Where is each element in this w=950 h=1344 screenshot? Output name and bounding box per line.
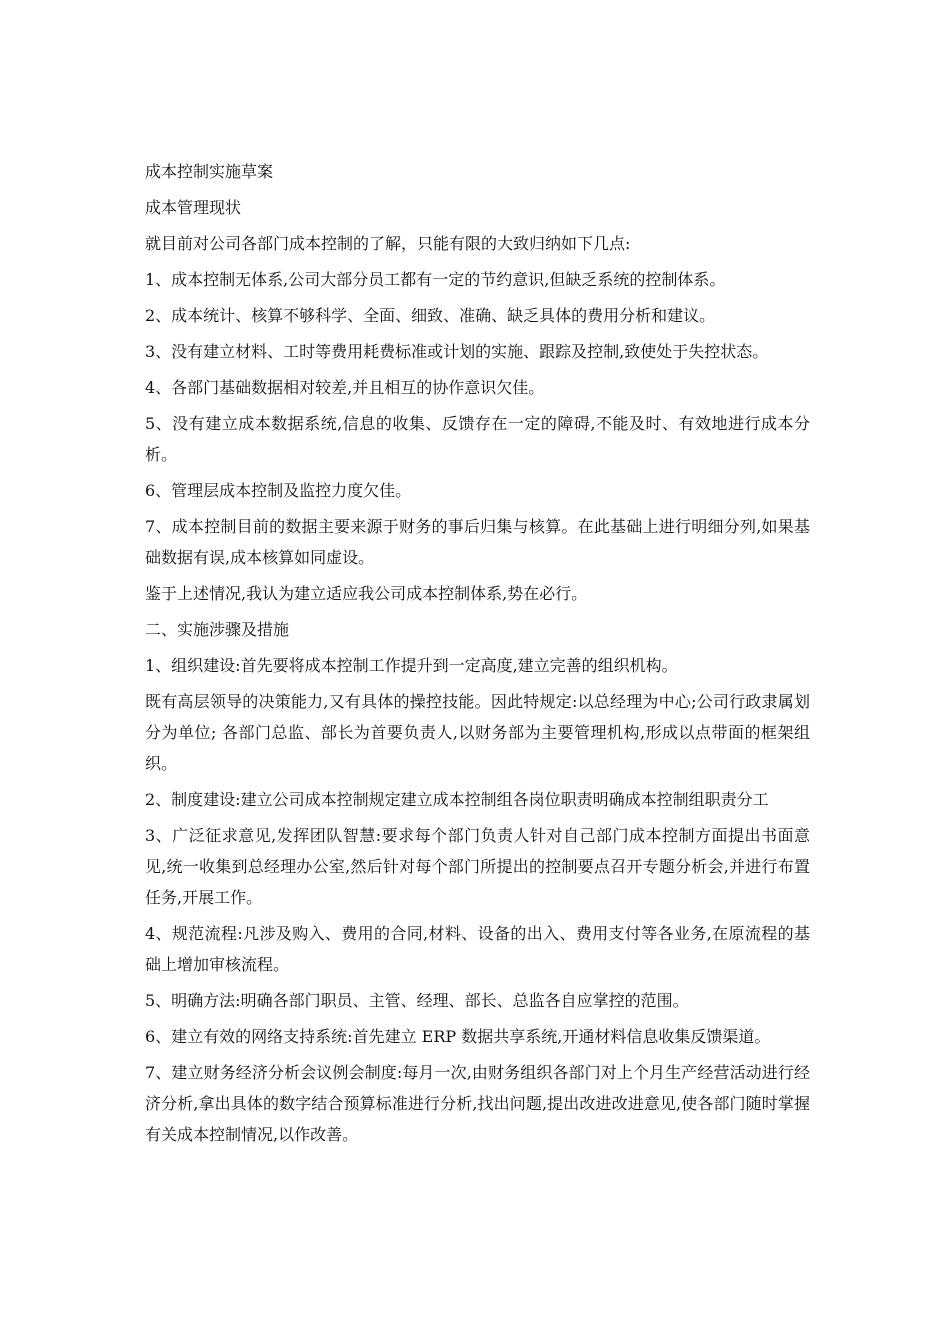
status-item-3: 3、没有建立材料、工时等费用耗费标准或计划的实施、跟踪及控制,致使处于失控状态。 xyxy=(145,342,769,361)
measure-item-1: 1、组织建设:首先要将成本控制工作提升到一定高度,建立完善的组织机构。 xyxy=(145,656,678,675)
measure-item-5: 5、明确方法:明确各部门职员、主管、经理、部长、总监各自应掌控的范围。 xyxy=(145,991,689,1010)
measure-item-1-detail: 既有高层领导的决策能力,又有具体的操控技能。因此特规定:以总经理为中心;公司行政隶属划分为单位; 各部门总监、部长为首要负责人,以财务部为主要管理机构,形成以点带面的框架组织。 xyxy=(145,692,810,773)
status-item-5: 5、没有建立成本数据系统,信息的收集、反馈存在一定的障碍,不能及时、有效地进行成本分析。 xyxy=(145,414,810,464)
status-item-6: 6、管理层成本控制及监控力度欠佳。 xyxy=(145,481,412,500)
conclusion-paragraph: 鉴于上述情况,我认为建立适应我公司成本控制体系,势在必行。 xyxy=(145,584,588,603)
document-title: 成本控制实施草案 xyxy=(145,162,274,181)
measure-item-6: 6、建立有效的网络支持系统:首先建立 ERP 数据共享系统,开通材料信息收集反馈渠道。 xyxy=(145,1027,771,1046)
measure-item-2: 2、制度建设:建立公司成本控制规定建立成本控制组各岗位职责明确成本控制组职责分工 xyxy=(145,790,769,809)
status-item-4: 4、各部门基础数据相对较差,并且相互的协作意识欠佳。 xyxy=(145,378,545,397)
measure-item-4: 4、规范流程:凡涉及购入、费用的合同,材料、设备的出入、费用支付等各业务,在原流程的基础上增加审核流程。 xyxy=(145,924,810,974)
status-item-1: 1、成本控制无体系,公司大部分员工都有一定的节约意识,但缺乏系统的控制体系。 xyxy=(145,270,726,289)
status-item-2: 2、成本统计、核算不够科学、全面、细致、准确、缺乏具体的费用分析和建议。 xyxy=(145,306,716,325)
section-heading-status: 成本管理现状 xyxy=(145,198,242,217)
measure-item-3: 3、广泛征求意见,发挥团队智慧:要求每个部门负责人针对自己部门成本控制方面提出书面意见,统一收集到总经理办公室,然后针对每个部门所提出的控制要点召开专题分析会,并进行布置任务,开展工作。 xyxy=(145,826,810,907)
measure-item-7: 7、建立财务经济分析会议例会制度:每月一次,由财务组织各部门对上个月生产经营活动进行经济分析,拿出具体的数字结合预算标准进行分析,找出问题,提出改进改进意见,使各部门随时掌握有关成本控制情况,以作改善。 xyxy=(145,1063,810,1144)
status-item-7: 7、成本控制目前的数据主要来源于财务的事后归集与核算。在此基础上进行明细分列,如果基础数据有误,成本核算如同虚设。 xyxy=(145,517,810,567)
intro-paragraph: 就目前对公司各部门成本控制的了解，只能有限的大致归纳如下几点: xyxy=(145,234,631,253)
document-body xyxy=(145,156,810,1155)
section-heading-measures: 二、实施涉骤及措施 xyxy=(145,620,290,639)
